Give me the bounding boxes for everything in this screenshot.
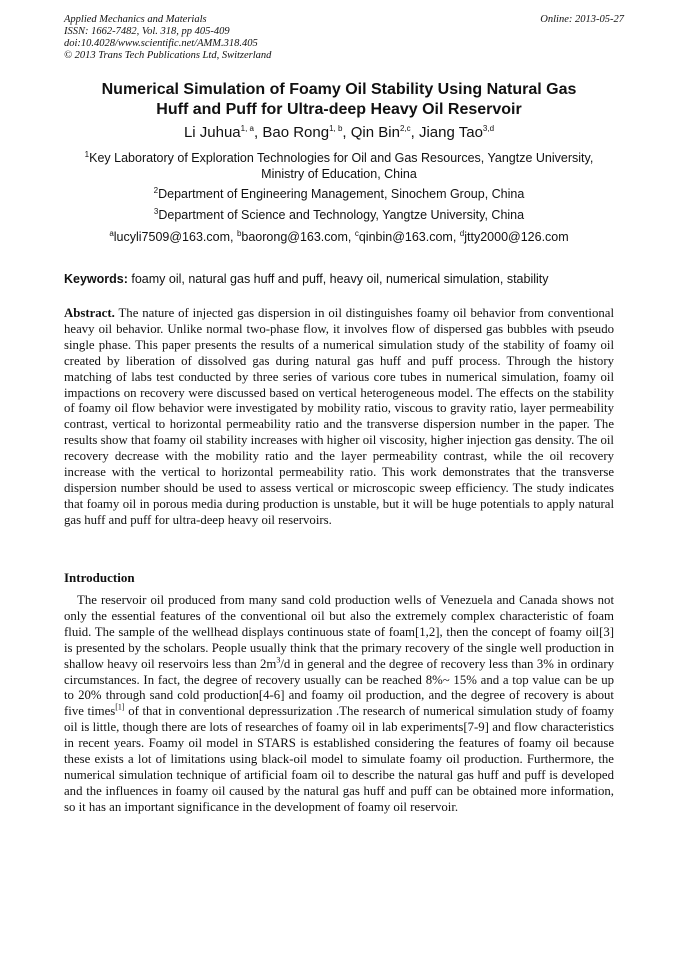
author-name: Qin Bin xyxy=(350,124,400,141)
author-name: Li Juhua xyxy=(183,124,241,141)
affiliation-1 xyxy=(64,150,614,182)
author-name: Jiang Tao xyxy=(418,124,483,141)
email-list xyxy=(64,229,614,245)
journal-name: Applied Mechanics and Materials xyxy=(64,14,207,25)
intro-text: /d in general and the degree of recovery less than 3% in ordinary circumstances. In fact, the degree of recovery usually can be reached 8%~ 15% and a top value can be up to 20% through sand cold production[4-6] and foamy oil production, and the degree of recovery is about five times xyxy=(64,656,615,719)
author-sup: 1, a xyxy=(240,124,254,133)
email-link[interactable]: lucyli7509@163.com, xyxy=(113,230,237,244)
author-sep: , xyxy=(410,124,419,141)
email-link[interactable]: qinbin@163.com, xyxy=(358,230,460,244)
abstract-label: Abstract. xyxy=(64,306,115,320)
affiliation-text: Ministry of Education, China xyxy=(261,167,417,181)
email-sup: b xyxy=(236,228,242,238)
title-line-1: Numerical Simulation of Foamy Oil Stability Using Natural Gas xyxy=(101,81,577,98)
email-link[interactable]: baorong@163.com, xyxy=(241,230,355,244)
keywords xyxy=(64,271,624,287)
abstract-text: The nature of injected gas dispersion in oil distinguishes foamy oil behavior from conventional heavy oil behavior. Unlike normal two-phase flow, it involves flow of dispersed gas bubbles with pseudo single phase. This paper presents the results of a numerical simulation study of the stability of foamy oil created by liberation of dissolved gas during natural gas huff and puff process. Through the history matching of labs test conducted by three series of various core tubes in numerical simulation, foamy oil impactions on recovery were discussed based on vertical heterogeneous model. The effects on the stability of foamy oil flow behavior were investigated by mobility ratio, viscous to gravity ratio, layer permeability contrast, vertical to horizontal permeability ratio and the transverse dispersion number in the paper. The results show that foamy oil stability increases with higher oil viscosity, higher injection gas density. The oil recovery decrease with the mobility ratio and the layer permeability contrast, while the oil recovery increase with the vertical to horizontal permeability ratio. This work demonstrates that the transverse dispersion number should be used to assess vertical or microscopic sweep efficiency. The study indicates that foamy oil in porous media during production is unstable, but it will be huge potentials to apply natural gas huff and puff for ultra-deep heavy oil reservoirs. xyxy=(64,306,614,527)
intro-sup: 3 xyxy=(276,655,281,665)
affiliation-text: Department of Engineering Management, Sinochem Group, China xyxy=(158,187,525,201)
doi-line: doi:10.4028/www.scientific.net/AMM.318.405 xyxy=(64,38,258,49)
online-date: Online: 2013-05-27 xyxy=(540,14,624,25)
abstract xyxy=(64,306,614,529)
paper-title xyxy=(64,80,614,120)
affiliation-3 xyxy=(64,207,614,223)
author-sep: , xyxy=(254,124,263,141)
author-sep: , xyxy=(342,124,351,141)
email-sup: d xyxy=(459,228,465,238)
keywords-label: Keywords: xyxy=(64,272,128,286)
intro-text: of that in conventional depressurization .The research of numerical simulation study of foamy oil is little, though there are lots of researches of foamy oil in lab experiments[7-9] and flow characteristics in recent years. Foamy oil model in STARS is established considering the features of foamy oil because these exists a lot of limitations using black-oil model to simulate foamy oil production. Furthermore, the numerical simulation technique of artificial foam oil to describe the natural gas huff and puff is developed and the influences in foamy oil caused by the natural gas huff and puff can be obtained more information, so it has an important significance in the development of foamy oil reservoir. xyxy=(64,704,614,814)
keywords-text: foamy oil, natural gas huff and puff, heavy oil, numerical simulation, stability xyxy=(127,272,549,286)
copyright-line: © 2013 Trans Tech Publications Ltd, Switzerland xyxy=(64,50,272,61)
journal-header xyxy=(64,14,624,62)
section-heading-introduction: Introduction xyxy=(64,570,135,585)
issn-line: ISSN: 1662-7482, Vol. 318, pp 405-409 xyxy=(64,26,230,37)
email-sup: a xyxy=(109,228,114,238)
author-list xyxy=(64,124,614,142)
author-sup: 1, b xyxy=(329,124,343,133)
affiliation-2 xyxy=(64,186,614,202)
introduction-paragraph xyxy=(64,593,614,816)
affiliation-sup: 2 xyxy=(153,185,159,195)
author-name: Bao Rong xyxy=(262,124,330,141)
title-line-2: Huff and Puff for Ultra-deep Heavy Oil Reservoir xyxy=(156,101,522,118)
email-sup: c xyxy=(354,228,359,238)
affiliation-text: Key Laboratory of Exploration Technologies for Oil and Gas Resources, Yangtze University, xyxy=(89,151,594,165)
author-sup: 3,d xyxy=(482,124,495,133)
email-link[interactable]: jtty2000@126.com xyxy=(464,230,569,244)
author-sup: 2,c xyxy=(399,124,411,133)
affiliation-text: Department of Science and Technology, Yangtze University, China xyxy=(158,208,525,222)
intro-text: The reservoir oil produced from many sand cold production wells of Venezuela and Canada shows not only the essential features of the conventional oil but also the extremely complex characteristic of foam fluid. The sample of the wellhead displays continuous state of foam[1,2], then the concept of foamy oil[3] is presented by the scholars. People usually think that the primary recovery of the single well production in shallow heavy oil reservoirs less than 2m xyxy=(64,593,614,671)
affiliation-sup: 1 xyxy=(84,149,90,159)
affiliation-sup: 3 xyxy=(153,206,159,216)
intro-sup: [1] xyxy=(115,703,125,713)
